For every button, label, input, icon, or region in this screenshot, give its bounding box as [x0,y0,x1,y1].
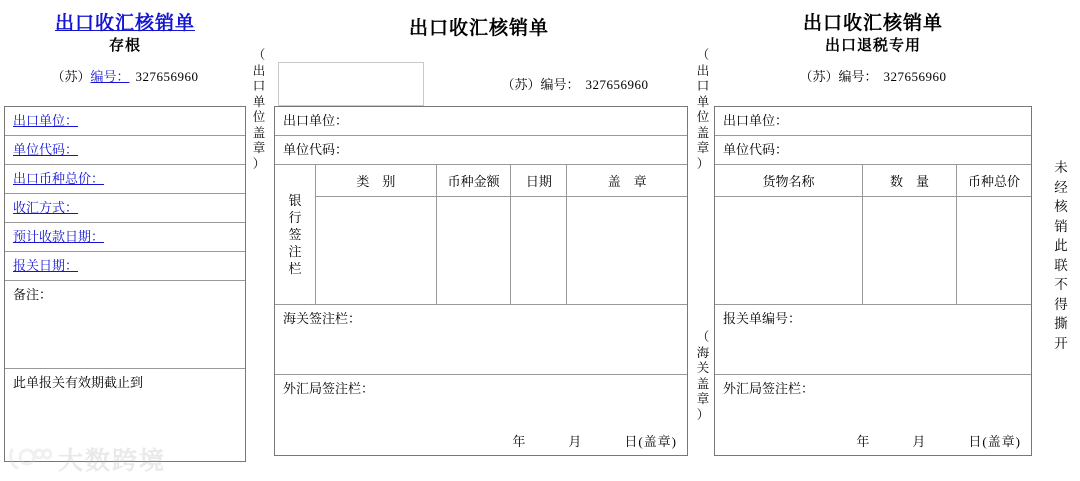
safe-label: 外汇局签注栏： [723,381,815,396]
declaration-number-section[interactable] [715,305,1031,375]
left-serial-label[interactable]: 编号： [90,69,130,84]
right-field-row[interactable] [715,107,1031,136]
right-title-block [714,0,1080,56]
left-title-block [4,0,246,56]
right-subtitle: 出口退税专用 [824,38,921,54]
gutter-seal-note-1: （ 出 口 单 位 盖 章 ） [252,48,266,171]
field-label-remark: 备注： [13,287,53,302]
right-serial-label: 编号： [838,69,878,84]
right-serial-row [714,56,1080,86]
goods-table [715,165,1031,305]
mid-serial-prefix: （苏） [501,77,541,92]
panel-stub-copy [4,0,246,481]
right-form-box [714,106,1032,456]
mid-date-line: 年 月 日(盖章) [512,434,677,449]
left-field-row[interactable] [5,107,245,136]
left-subtitle: 存根 [108,38,141,54]
left-deadline-row[interactable] [5,369,245,442]
field-label-payment-method[interactable]: 收汇方式： [13,200,79,215]
tear-warning-note: 未 经 核 销 此 联 不 得 撕 开 [1054,160,1068,351]
goods-header-total-price: 币种总价 [957,165,1031,197]
right-serial-value: 327656960 [883,69,947,84]
goods-column-name[interactable] [715,165,863,304]
right-serial-prefix: （苏） [799,69,839,84]
bank-section-label [275,165,316,304]
bank-column-amount[interactable] [437,165,512,304]
barcode-placeholder-box[interactable] [278,62,424,106]
bank-column-seal[interactable] [567,165,687,304]
declaration-label: 报关单编号： [723,311,802,326]
mid-field-row[interactable] [275,107,687,136]
right-field-row[interactable] [715,136,1031,165]
watermark-text: 大数跨境 [58,446,167,475]
customs-endorsement-section[interactable] [275,305,687,375]
bank-header-type: 类 别 [316,165,436,197]
left-field-box [4,106,246,462]
bank-header-amount: 币种金额 [437,165,511,197]
bank-endorsement-section [275,165,687,305]
right-title: 出口收汇核销单 [802,13,943,34]
customs-label: 海关签注栏： [283,311,362,326]
left-serial-value: 327656960 [135,69,199,84]
field-label-exporter: 出口单位： [723,113,789,128]
left-field-row[interactable] [5,136,245,165]
panel-main-copy [270,0,688,481]
goods-column-quantity[interactable] [863,165,957,304]
left-field-row[interactable] [5,165,245,194]
goods-header-quantity: 数 量 [863,165,956,197]
bank-column-date[interactable] [511,165,567,304]
gutter-customs-seal-note: （ 海 关 盖 章 ） [696,330,710,422]
panel-tax-refund-copy [714,0,1080,481]
field-label-declaration-date[interactable]: 报关日期： [13,258,79,273]
mid-serial-label: 编号： [540,77,580,92]
goods-column-total-price[interactable] [957,165,1031,304]
mid-form-box [274,106,688,456]
bank-header-date: 日期 [511,165,566,197]
bank-column-type[interactable] [316,165,437,304]
bank-section-label-text: 银 行 签 注 栏 [288,193,302,276]
bank-header-seal: 盖 章 [567,165,687,197]
left-serial-prefix: （苏） [51,69,91,84]
field-label-unit-code[interactable]: 单位代码： [13,142,79,157]
left-field-row[interactable] [5,194,245,223]
field-label-deadline: 此单报关有效期截止到 [13,375,144,390]
mid-serial-value: 327656960 [585,77,649,92]
mid-title: 出口收汇核销单 [408,18,549,39]
left-field-row[interactable] [5,252,245,281]
field-label-expected-date[interactable]: 预计收款日期： [13,229,105,244]
mid-field-row[interactable] [275,136,687,165]
field-label-exporter[interactable]: 出口单位： [13,113,79,128]
goods-header-name: 货物名称 [715,165,862,197]
safe-label: 外汇局签注栏： [283,381,375,396]
field-label-unit-code: 单位代码： [283,142,349,157]
mid-title-block [270,0,688,41]
mid-serial-row [470,76,680,94]
gutter-seal-note-2: （ 出 口 单 位 盖 章 ） [696,48,710,171]
field-label-total-price[interactable]: 出口币种总价： [13,171,105,186]
right-date-line: 年 月 日(盖章) [856,434,1021,449]
safe-endorsement-section[interactable] [275,375,687,456]
left-serial-row [4,56,246,86]
bank-table [316,165,687,304]
left-remark-row[interactable] [5,281,245,369]
field-label-exporter: 出口单位： [283,113,349,128]
left-title[interactable]: 出口收汇核销单 [54,13,195,34]
safe-endorsement-section[interactable] [715,375,1031,456]
left-field-row[interactable] [5,223,245,252]
field-label-unit-code: 单位代码： [723,142,789,157]
